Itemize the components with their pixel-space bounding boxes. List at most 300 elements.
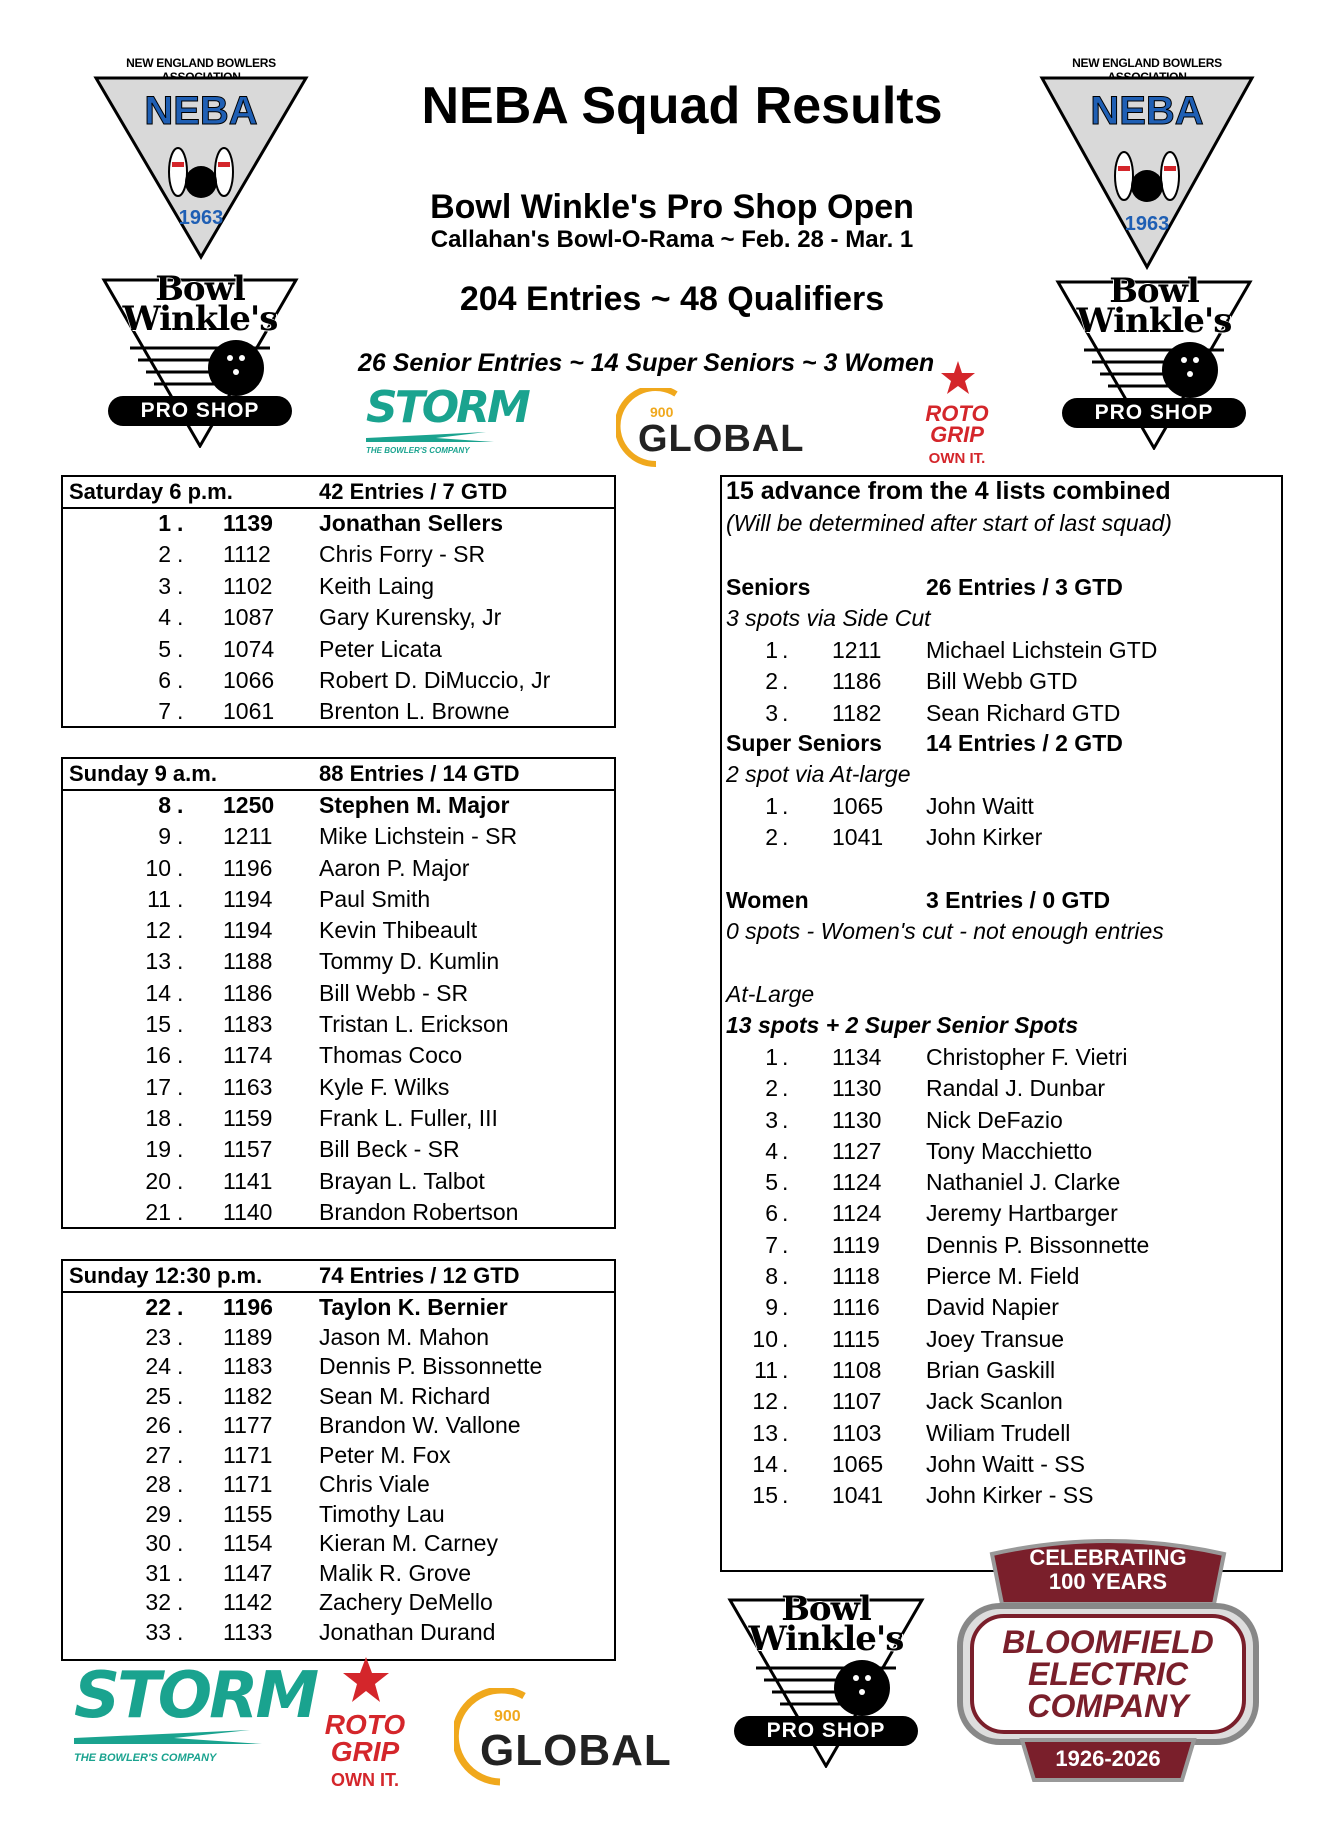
list-item: [722, 1419, 1282, 1450]
global-900-logo-top: [616, 388, 826, 468]
rank-dot: .: [782, 1419, 789, 1446]
list-item: [722, 1325, 1282, 1356]
score: 1171: [223, 1471, 273, 1497]
rank-dot: .: [177, 541, 184, 568]
neba-triangle-icon: [1032, 72, 1262, 272]
rank-dot: .: [177, 885, 184, 912]
neba-logo-right: [1032, 56, 1262, 256]
rank-dot: .: [177, 1559, 184, 1586]
squad-entries: 88 Entries / 14 GTD: [319, 761, 520, 786]
score: 1108: [832, 1356, 882, 1383]
rank: 11: [754, 1356, 778, 1383]
bowler-name: Brenton L. Browne: [319, 698, 510, 725]
rank: 21: [145, 1198, 171, 1225]
table-row: [63, 1618, 614, 1648]
score: 1065: [832, 1450, 884, 1477]
score: 1196: [223, 1294, 273, 1320]
table-row: [63, 603, 614, 634]
storm-tagline: THE BOWLER'S COMPANY: [366, 446, 470, 455]
score: 1189: [223, 1323, 273, 1350]
bowler-name: David Napier: [926, 1294, 1059, 1321]
rank: 1: [158, 510, 171, 536]
rank: 1: [765, 1044, 778, 1070]
bowler-name: Peter M. Fox: [319, 1441, 451, 1468]
rank: 27: [145, 1441, 171, 1468]
score: 1194: [223, 917, 273, 944]
rank-dot: .: [177, 854, 184, 881]
score: 1112: [223, 541, 271, 568]
neba-logo-year: 1963: [1124, 213, 1170, 235]
rank: 32: [145, 1589, 171, 1615]
super-seniors-list: [722, 792, 1282, 855]
rank: 1: [765, 637, 778, 663]
rank: 3: [765, 1106, 778, 1133]
at-large-spots: 13 spots + 2 Super Senior Spots: [726, 1012, 1079, 1038]
bowler-name: Nick DeFazio: [926, 1106, 1063, 1133]
global-900-text: 900: [650, 404, 674, 420]
rank-dot: .: [177, 635, 184, 662]
squad-name: Sunday 9 a.m.: [69, 761, 217, 786]
score: 1186: [832, 668, 882, 695]
score: 1041: [832, 1482, 884, 1509]
neba-logo-year: 1963: [178, 207, 224, 229]
squad-header: [63, 477, 614, 509]
table-row: [63, 1041, 614, 1072]
rank: 6: [765, 1200, 778, 1227]
score: 1211: [832, 637, 882, 663]
at-large-list: [722, 1043, 1282, 1512]
bowler-name: John Waitt: [926, 793, 1034, 819]
at-large-label: At-Large: [726, 981, 815, 1007]
bowler-name: John Kirker: [926, 824, 1043, 851]
bowler-name: Randal J. Dunbar: [926, 1075, 1105, 1102]
grip-wordmark: GRIP: [930, 421, 984, 447]
table-row: [63, 1104, 614, 1135]
entries-summary: 204 Entries ~ 48 Qualifiers: [459, 280, 885, 318]
rank-dot: .: [177, 823, 184, 850]
storm-logo-top: [366, 382, 528, 466]
rank: 1: [765, 793, 778, 819]
rank-dot: .: [782, 1294, 789, 1321]
rank-dot: .: [177, 698, 184, 725]
score: 1177: [223, 1412, 273, 1438]
bloomfield-name-line2: ELECTRIC: [1028, 1656, 1188, 1692]
bowler-name: Jason M. Mahon: [319, 1323, 490, 1350]
list-item: [722, 1262, 1282, 1293]
table-row: [63, 1323, 614, 1353]
roto-wordmark: ROTO: [925, 401, 989, 426]
bowler-name: Kevin Thibeault: [319, 917, 478, 944]
rank: 4: [158, 604, 171, 631]
rank: 3: [158, 572, 171, 599]
rank-dot: .: [782, 637, 789, 663]
squad-header: [63, 759, 614, 791]
table-row: [63, 1167, 614, 1198]
venue-dates: Callahan's Bowl-O-Rama ~ Feb. 28 - Mar. 1: [430, 226, 914, 253]
score: 1155: [223, 1500, 273, 1527]
bowler-name: Wiliam Trudell: [926, 1419, 1071, 1446]
list-item: [722, 1481, 1282, 1512]
bowl-winkles-tag: PRO SHOP: [1062, 398, 1246, 428]
score: 1141: [223, 1167, 273, 1194]
rank-dot: .: [782, 1388, 789, 1415]
bowler-name: Taylon K. Bernier: [319, 1294, 508, 1320]
bowler-name: Bill Beck - SR: [319, 1136, 460, 1163]
score: 1130: [832, 1106, 882, 1133]
table-row: [63, 1588, 614, 1618]
neba-association-text: NEW ENGLAND BOWLERS: [126, 56, 276, 70]
score: 1182: [832, 699, 882, 726]
score: 1116: [832, 1294, 880, 1321]
rank: 13: [752, 1419, 778, 1446]
bowler-name: Jonathan Sellers: [319, 510, 504, 536]
table-row: [63, 947, 614, 978]
bowl-winkles-tag: PRO SHOP: [108, 396, 292, 426]
rank-dot: .: [177, 604, 184, 631]
rank-dot: .: [177, 1136, 184, 1163]
table-row: [63, 1411, 614, 1441]
rank-dot: .: [782, 1169, 789, 1196]
table-row: [63, 572, 614, 603]
neba-logo-name: NEBA: [144, 89, 258, 133]
rank: 9: [765, 1294, 778, 1321]
bowler-name: Brayan L. Talbot: [319, 1167, 485, 1194]
seniors-label: Seniors: [726, 574, 811, 600]
rank: 10: [752, 1325, 778, 1352]
super-seniors-note: 2 spot via At-large: [726, 761, 911, 787]
global-wordmark: GLOBAL: [480, 1726, 672, 1775]
global-wordmark: GLOBAL: [638, 418, 805, 460]
rank: 5: [158, 635, 171, 662]
score: 1159: [223, 1104, 273, 1131]
bowler-name: Sean M. Richard: [319, 1382, 491, 1409]
rank: 15: [145, 1011, 171, 1038]
score: 1142: [223, 1589, 273, 1615]
rank: 12: [752, 1388, 778, 1415]
score: 1171: [223, 1441, 273, 1468]
bowler-name: Joey Transue: [926, 1325, 1065, 1352]
rank: 5: [765, 1169, 778, 1196]
rank-dot: .: [782, 699, 789, 726]
bowler-name: Michael Lichstein GTD: [926, 637, 1158, 663]
rank-dot: .: [782, 1356, 789, 1383]
rank-dot: .: [177, 917, 184, 944]
list-item: [722, 1074, 1282, 1105]
score: 1118: [832, 1263, 880, 1290]
squad-rows: [63, 791, 614, 1229]
rank: 25: [145, 1382, 171, 1409]
table-row: [63, 509, 614, 540]
table-row: [63, 979, 614, 1010]
bowler-name: Zachery DeMello: [319, 1589, 493, 1615]
score: 1194: [223, 885, 273, 912]
score: 1211: [223, 823, 273, 850]
score: 1250: [223, 792, 275, 818]
list-item: [722, 1199, 1282, 1230]
score: 1130: [832, 1075, 882, 1102]
table-row: [63, 666, 614, 697]
bowl-winkles-name: Bowl Winkle's: [122, 269, 278, 339]
bowler-name: Thomas Coco: [319, 1042, 463, 1069]
rank: 7: [158, 698, 171, 725]
squad-table-saturday: [61, 475, 616, 728]
rank: 11: [147, 885, 171, 912]
table-row: [63, 697, 614, 728]
rank: 14: [752, 1450, 778, 1477]
storm-wordmark: STORM: [74, 1659, 317, 1733]
squad-entries: 74 Entries / 12 GTD: [319, 1263, 520, 1288]
roto-grip-logo-top: [912, 360, 1002, 470]
score: 1041: [832, 824, 884, 851]
bowler-name: Nathaniel J. Clarke: [926, 1169, 1121, 1196]
bloomfield-name-line3: COMPANY: [1027, 1688, 1189, 1724]
squad-table-sunday-afternoon: [61, 1259, 616, 1661]
bowler-name: Chris Forry - SR: [319, 541, 486, 568]
rank: 19: [145, 1136, 171, 1163]
rank-dot: .: [782, 1482, 789, 1509]
score: 1188: [223, 948, 273, 975]
neba-logo-left: [86, 56, 316, 256]
rank-dot: .: [782, 1075, 789, 1102]
rank-dot: .: [177, 1618, 184, 1645]
table-row: [63, 885, 614, 916]
bowler-name: Christopher F. Vietri: [926, 1044, 1128, 1070]
bowler-name: Timothy Lau: [319, 1500, 445, 1527]
rank-dot: .: [177, 1441, 184, 1468]
score: 1147: [223, 1559, 273, 1586]
score: 1196: [223, 854, 273, 881]
list-item: [722, 1043, 1282, 1074]
list-item: [722, 1387, 1282, 1418]
rank: 31: [145, 1559, 171, 1586]
squad-name: Saturday 6 p.m.: [69, 479, 233, 504]
neba-triangle-icon: [86, 72, 316, 262]
table-row: [63, 791, 614, 822]
table-row: [63, 1073, 614, 1104]
list-item: [722, 1106, 1282, 1137]
score: 1061: [223, 698, 275, 725]
table-row: [63, 1470, 614, 1500]
bowler-name: Frank L. Fuller, III: [319, 1104, 498, 1131]
women-entries: 3 Entries / 0 GTD: [926, 887, 1111, 913]
rank-dot: .: [177, 1323, 184, 1350]
storm-logo-bottom: [74, 1659, 317, 1784]
list-item: [722, 792, 1282, 823]
bowler-name: Peter Licata: [319, 635, 442, 662]
rank-dot: .: [177, 1589, 184, 1615]
bowler-name: Sean Richard GTD: [926, 699, 1121, 726]
global-900-logo-bottom: [454, 1688, 694, 1788]
rank-dot: .: [177, 1198, 184, 1225]
rank: 3: [765, 699, 778, 726]
score: 1103: [832, 1419, 882, 1446]
roto-grip-logo-bottom: [310, 1656, 420, 1796]
rank-dot: .: [782, 793, 789, 819]
rank: 15: [752, 1482, 778, 1509]
table-row: [63, 635, 614, 666]
score: 1119: [832, 1231, 880, 1258]
list-item: [722, 699, 1282, 730]
score: 1139: [223, 510, 273, 536]
bowler-name: Jeremy Hartbarger: [926, 1200, 1118, 1227]
score: 1107: [832, 1388, 882, 1415]
table-row: [63, 540, 614, 571]
bowler-name: Brian Gaskill: [926, 1356, 1056, 1383]
rank-dot: .: [177, 510, 184, 536]
bowler-name: Paul Smith: [319, 885, 431, 912]
squad-table-sunday-morning: [61, 757, 616, 1229]
rank: 12: [145, 917, 171, 944]
rank: 2: [765, 668, 778, 695]
list-item: [722, 667, 1282, 698]
bowl-winkles-logo-right: [1054, 270, 1254, 450]
bloomfield-banner-line1: CELEBRATING: [1029, 1545, 1187, 1570]
list-item: [722, 823, 1282, 854]
bowler-name: Dennis P. Bissonnette: [926, 1231, 1150, 1258]
rank-dot: .: [782, 1137, 789, 1164]
score: 1066: [223, 666, 275, 693]
bowler-name: Tommy D. Kumlin: [319, 948, 500, 975]
list-item: [722, 1137, 1282, 1168]
rank-dot: .: [782, 824, 789, 851]
bowler-name: Jack Scanlon: [926, 1388, 1063, 1415]
bowler-name: Robert D. DiMuccio, Jr: [319, 666, 551, 693]
squad-rows: [63, 509, 614, 729]
rank-dot: .: [177, 666, 184, 693]
global-900-text: 900: [494, 1708, 521, 1725]
squad-name: Sunday 12:30 p.m.: [69, 1263, 263, 1288]
rank-dot: .: [782, 1263, 789, 1290]
rank-dot: .: [177, 572, 184, 599]
women-label: Women: [726, 887, 809, 913]
bloomfield-name-line1: BLOOMFIELD: [1002, 1624, 1214, 1660]
rank-dot: .: [177, 1500, 184, 1527]
score: 1134: [832, 1044, 882, 1070]
table-row: [63, 1529, 614, 1559]
score: 1186: [223, 979, 273, 1006]
rank: 10: [145, 854, 171, 881]
neba-logo-name: NEBA: [1090, 89, 1204, 133]
score: 1102: [223, 572, 273, 599]
list-item: [722, 636, 1282, 667]
table-row: [63, 1352, 614, 1382]
list-item: [722, 1450, 1282, 1481]
rank: 22: [145, 1294, 171, 1320]
bowl-winkles-tag: PRO SHOP: [734, 1716, 918, 1746]
bowler-name: Kyle F. Wilks: [319, 1073, 450, 1100]
table-row: [63, 854, 614, 885]
rank: 18: [145, 1104, 171, 1131]
bowler-name: John Kirker - SS: [926, 1482, 1094, 1509]
list-item: [722, 1293, 1282, 1324]
storm-wordmark: STORM: [366, 382, 528, 433]
squad-entries: 42 Entries / 7 GTD: [319, 479, 508, 504]
rank-dot: .: [177, 1382, 184, 1409]
table-row: [63, 1382, 614, 1412]
score: 1163: [223, 1073, 273, 1100]
bowler-name: Bill Webb - SR: [319, 979, 469, 1006]
roto-grip-star-icon: [940, 360, 976, 396]
rank: 16: [145, 1042, 171, 1069]
super-seniors-entries: 14 Entries / 2 GTD: [926, 730, 1123, 756]
rank-dot: .: [782, 1106, 789, 1133]
bowler-name: Mike Lichstein - SR: [319, 823, 518, 850]
rank-dot: .: [177, 1104, 184, 1131]
rank: 29: [145, 1500, 171, 1527]
rank-dot: .: [177, 1471, 184, 1497]
score: 1074: [223, 635, 275, 662]
score: 1127: [832, 1137, 882, 1164]
rank: 7: [765, 1231, 778, 1258]
storm-tagline: THE BOWLER'S COMPANY: [74, 1752, 217, 1764]
women-note: 0 spots - Women's cut - not enough entries: [726, 918, 1164, 944]
squad-header: [63, 1261, 614, 1293]
rank: 14: [145, 979, 171, 1006]
roto-grip-star-icon: [342, 1656, 390, 1704]
rank-dot: .: [177, 979, 184, 1006]
table-row: [63, 822, 614, 853]
roto-grip-slogan: OWN IT.: [331, 1770, 399, 1790]
advance-panel: [720, 475, 1283, 1572]
table-row: [63, 1135, 614, 1166]
list-item: [722, 1231, 1282, 1262]
table-row: [63, 1293, 614, 1323]
bowler-name: Aaron P. Major: [319, 854, 470, 881]
rank: 33: [145, 1618, 171, 1645]
rank-dot: .: [177, 1042, 184, 1069]
seniors-list: [722, 636, 1282, 730]
bowler-name: Malik R. Grove: [319, 1559, 472, 1586]
super-seniors-label: Super Seniors: [726, 730, 882, 756]
bloomfield-banner-line2: 100 YEARS: [1048, 1569, 1168, 1594]
rank: 2: [765, 1075, 778, 1102]
rank: 20: [145, 1167, 171, 1194]
rank-dot: .: [177, 1167, 184, 1194]
table-row: [63, 1010, 614, 1041]
rank-dot: .: [177, 1294, 184, 1320]
table-row: [63, 1198, 614, 1229]
list-item: [722, 1356, 1282, 1387]
rank-dot: .: [177, 948, 184, 975]
rank-dot: .: [782, 1200, 789, 1227]
rank: 13: [145, 948, 171, 975]
rank: 8: [158, 792, 171, 818]
bowler-name: Kieran M. Carney: [319, 1530, 498, 1556]
rank-dot: .: [782, 1044, 789, 1070]
advance-note: (Will be determined after start of last squad): [726, 510, 1172, 536]
squad-rows: [63, 1293, 614, 1647]
rank-dot: .: [177, 792, 184, 818]
bowl-winkles-name: Bowl Winkle's: [748, 1589, 904, 1659]
rank: 6: [158, 666, 171, 693]
rank-dot: .: [177, 1353, 184, 1379]
rank: 28: [145, 1471, 171, 1497]
bowler-name: Dennis P. Bissonnette: [319, 1353, 543, 1379]
bowler-name: Chris Viale: [319, 1471, 430, 1497]
score: 1124: [832, 1200, 882, 1227]
rank-dot: .: [177, 1412, 184, 1438]
score: 1183: [223, 1011, 273, 1038]
bowler-name: Brandon W. Vallone: [319, 1412, 521, 1438]
bowler-name: Stephen M. Major: [319, 792, 510, 818]
roto-wordmark: ROTO: [324, 1709, 406, 1740]
seniors-note: 3 spots via Side Cut: [726, 605, 931, 631]
score: 1140: [223, 1198, 273, 1225]
score: 1115: [832, 1325, 880, 1352]
bowler-name: Bill Webb GTD: [926, 668, 1078, 695]
table-row: [63, 916, 614, 947]
rank-dot: .: [782, 1231, 789, 1258]
